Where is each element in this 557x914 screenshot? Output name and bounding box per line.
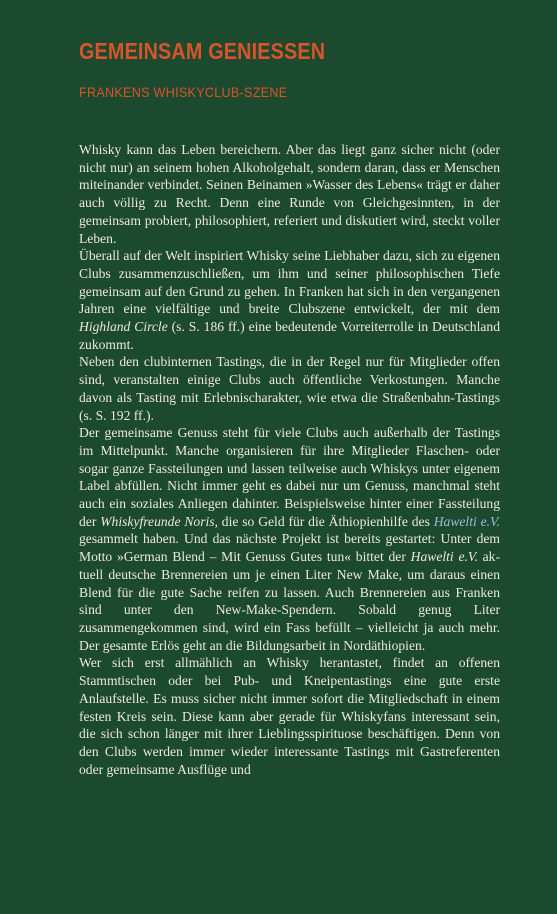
paragraph-2-text-a: Überall auf der Welt inspiriert Whisky seine Liebhaber dazu, sich zu eigenen Clubs zusammenzuschließen, um ihm und seiner philosophischen Tiefe gemeinsam auf den Grund zu gehen. In Franken hat sich in den vergangenen Jahren eine vielfältige und breite Clubszene entwickelt, der mit dem: [79, 248, 500, 317]
paragraph-3: Neben den clubinternen Tastings, die in der Regel nur für Mitglieder offen sind, veranstalten einige Clubs auch öffentliche Verkostungen. Manche davon als Tasting mit Erlebnischarakter, wie etwa die Straßenbahn-Tastings (s. S. 192 ff.).: [79, 354, 500, 423]
page-subtitle: FRANKENS WHISKYCLUB-SZENE: [79, 84, 288, 100]
paragraph-4: [79, 424, 500, 654]
paragraph-4-text-b: , die so Geld für die Äthiopienhilfe des: [214, 513, 434, 529]
page-title: GEMEINSAM GENIESSEN: [79, 38, 326, 64]
paragraph-4-text-d: aktuell deutsche Brennereien um je einen Liter New Make, um daraus einen Blend für die gute Sache reifen zu lassen. Auch Brennereien aus Franken sind unter den New-Make-Spendern. Sobald genug Liter zusammengekommen sind, wird ein Fass befüllt – vielleicht ja auch mehr. Der gesamte Erlös geht an die Bildungsarbeit in Nordäthiopien.: [79, 549, 500, 653]
hawelti-link[interactable]: Hawelti e.V.: [433, 513, 500, 529]
paragraph-2-text-b: (s. S. 186 ff.) eine bedeutende Vorreiterrolle in Deutschland zukommt.: [79, 319, 501, 352]
body-text: [79, 141, 500, 778]
paragraph-2: [79, 247, 500, 353]
paragraph-4-text-a: Der gemeinsame Genuss steht für viele Clubs auch außerhalb der Tastings im Mittelpunkt. Manche organisieren für ihre Mitglieder Flaschen- oder sogar ganze Fassteilungen und lassen teilweise auch Whiskys unter eigenem Label abfüllen. Nicht immer geht es dabei nur um Genuss, manchmal steht auch ein soziales Anliegen dahinter. Beispielsweise hinter einer Fassteilung der: [79, 425, 500, 529]
paragraph-1: Whisky kann das Leben bereichern. Aber das liegt ganz sicher nicht (oder nicht nur) an seinem hohen Alkoholgehalt, sondern daran, dass er Menschen miteinander verbindet. Seinen Beinamen »Wasser des Lebens« trägt er daher auch völlig zu Recht. Denn eine Runde von Gleichgesinnten, in der gemeinsam probiert, philosophiert, referiert und diskutiert wird, steckt voller Leben.: [79, 142, 500, 246]
paragraph-4-text-c: gesammelt haben. Und das nächste Projekt ist bereits gestartet: Unter dem Motto »German Blend – Mit Genuss Gutes tun« bittet der: [79, 531, 500, 565]
whiskyfreunde-noris-name: Whiskyfreunde Noris: [100, 513, 215, 529]
hawelti-name: Hawelti e.V.: [410, 549, 478, 565]
paragraph-5: Wer sich erst allmählich an Whisky herantastet, findet an offenen Stammtischen oder bei Pub- und Kneipentastings eine gute erste Anlaufstelle. Es muss sicher nicht immer sofort die Mitgliedschaft in einem festen Kreis sein. Diese kann aber gerade für Whiskyfans interessant sein, die sich schon länger mit ihrer Lieblingsspirituose beschäftigen. Denn von den Clubs werden immer wieder interessante Tastings mit Gastreferenten oder gemeinsame Ausflüge und: [79, 655, 500, 777]
highland-circle-name: Highland Circle: [79, 319, 168, 335]
